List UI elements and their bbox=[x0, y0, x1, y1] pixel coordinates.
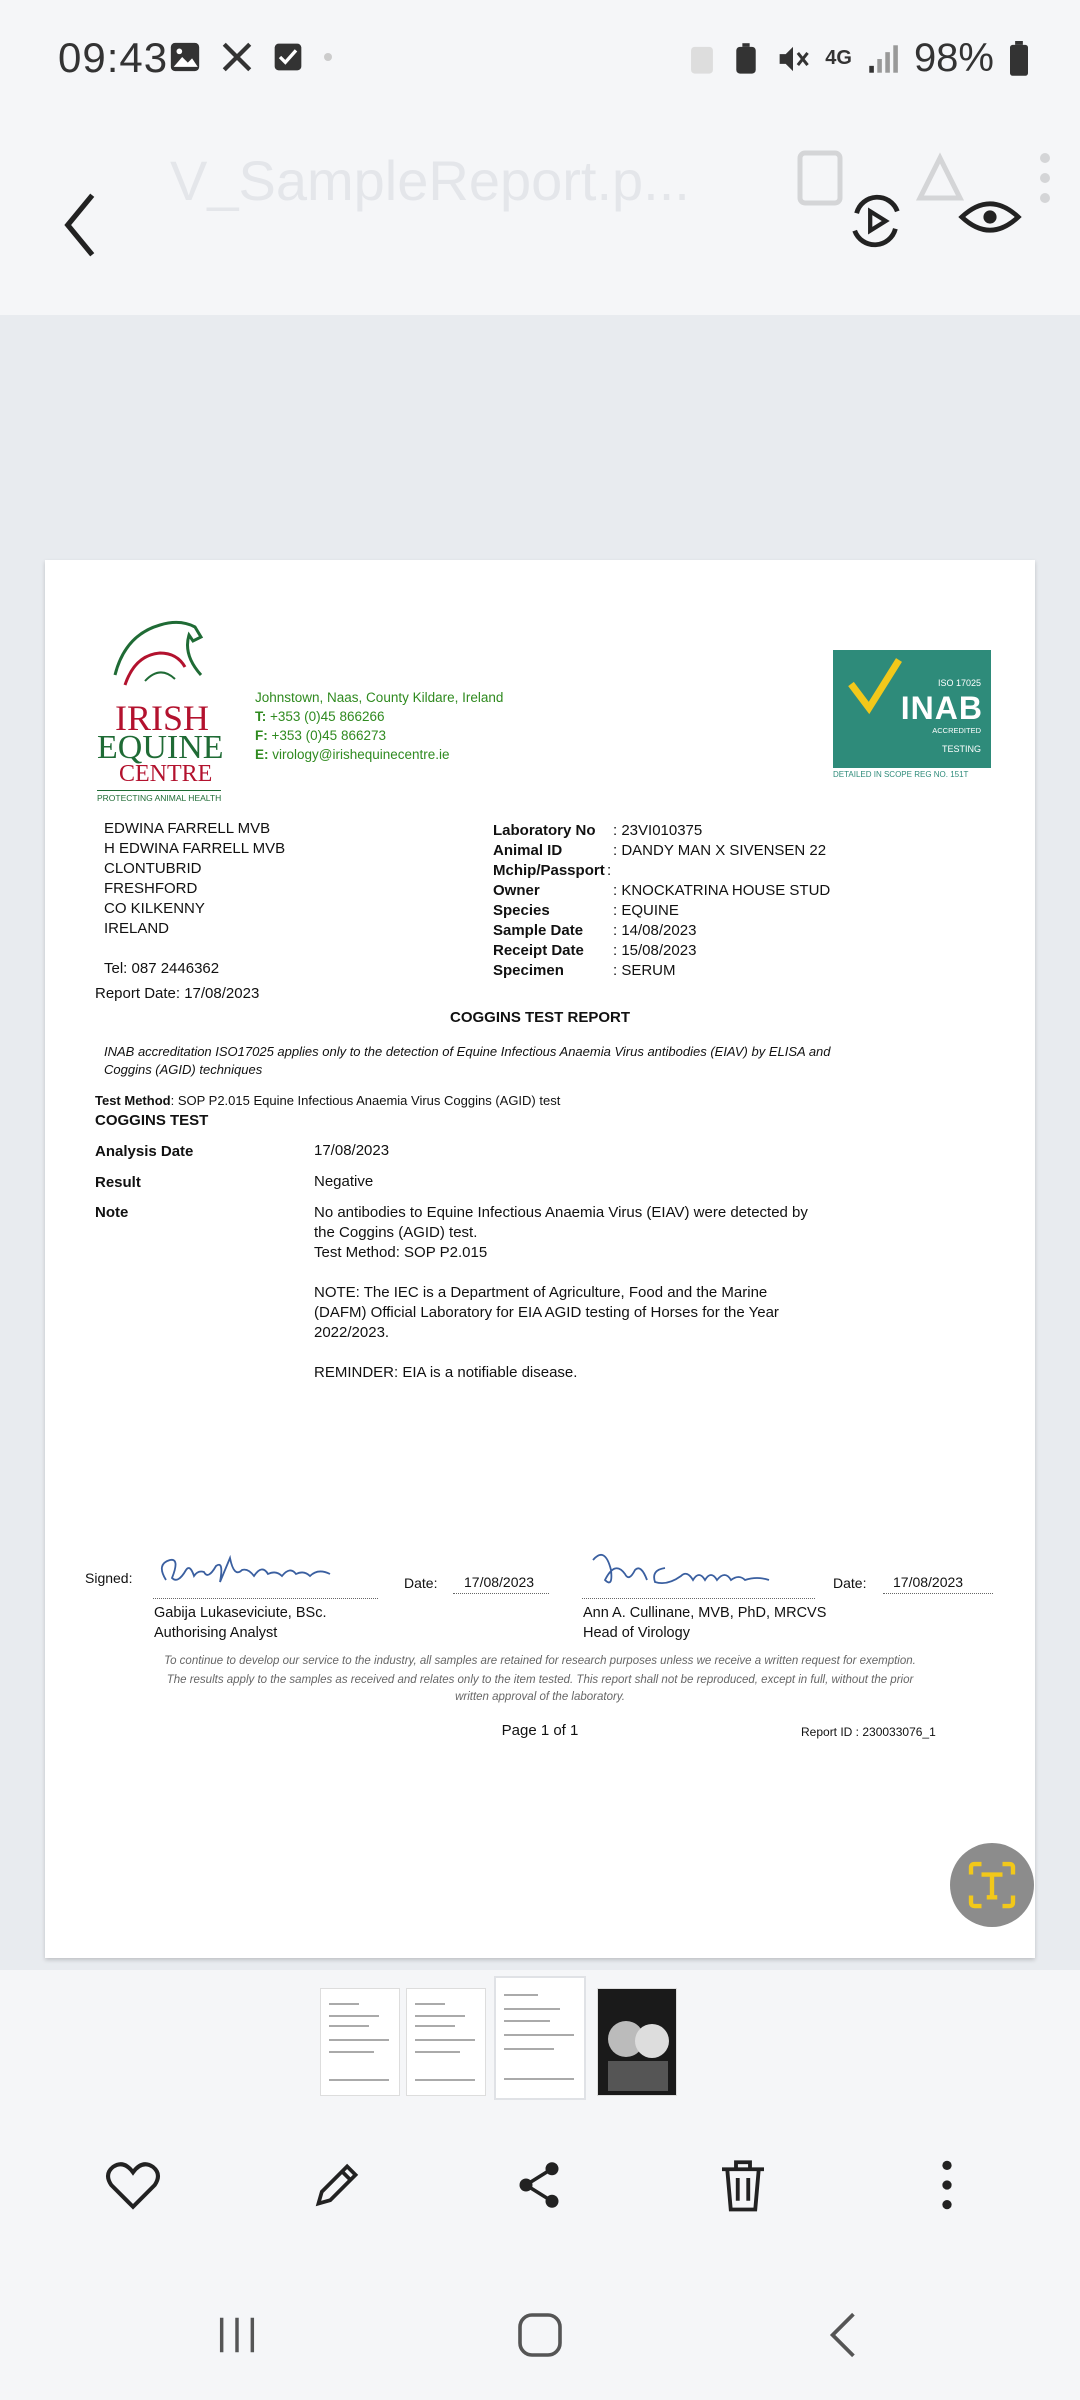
system-nav-bar bbox=[0, 2270, 1080, 2400]
action-bar bbox=[0, 2140, 1080, 2270]
recipient-line: IRELAND bbox=[104, 920, 170, 937]
logo-text-centre: CENTRE bbox=[119, 761, 213, 787]
inab-testing: TESTING bbox=[941, 744, 981, 754]
detail-label: Laboratory No bbox=[493, 822, 596, 839]
note-line: REMINDER: EIA is a notifiable disease. bbox=[314, 1364, 578, 1381]
centre-email bbox=[255, 747, 450, 762]
detail-value: : bbox=[607, 862, 612, 879]
delete-button[interactable] bbox=[698, 2140, 788, 2230]
share-button[interactable] bbox=[494, 2140, 584, 2230]
detail-label: Owner bbox=[493, 882, 540, 899]
recipient-line: CO KILKENNY bbox=[104, 900, 205, 917]
date-label: Date: bbox=[404, 1575, 438, 1591]
result-label: Result bbox=[95, 1174, 141, 1191]
nav-back-button[interactable] bbox=[798, 2300, 888, 2370]
email-label: E: bbox=[255, 747, 269, 762]
remaster-button[interactable] bbox=[845, 190, 915, 260]
inab-badge bbox=[833, 650, 991, 768]
viewer-top-bar bbox=[0, 120, 1080, 315]
recipient-line: EDWINA FARRELL MVB bbox=[104, 820, 271, 837]
back-icon bbox=[826, 2310, 860, 2360]
centre-address: Johnstown, Naas, County Kildare, Ireland bbox=[255, 690, 504, 705]
analysis-date-label: Analysis Date bbox=[95, 1143, 194, 1160]
detail-label: Mchip/Passport bbox=[493, 862, 605, 879]
page-number: Page 1 of 1 bbox=[501, 1722, 579, 1739]
signature-1-role: Authorising Analyst bbox=[154, 1625, 278, 1641]
logo-text-irish: IRISH bbox=[115, 698, 210, 738]
date-label: Date: bbox=[833, 1575, 867, 1591]
motion-photo-icon bbox=[845, 190, 907, 252]
email-value: virology@irishequinecentre.ie bbox=[272, 747, 450, 762]
accreditation-note: INAB accreditation ISO17025 applies only to the detection of Equine Infectious Anaemia Virus antibodies (EIAV) by ELISA and bbox=[104, 1044, 831, 1059]
edit-button[interactable] bbox=[292, 2140, 382, 2230]
irish-equine-centre-logo bbox=[97, 615, 237, 805]
detail-value: : DANDY MAN X SIVENSEN 22 bbox=[613, 842, 827, 859]
test-method-label: Test Method bbox=[95, 1093, 171, 1108]
signature-2-line bbox=[582, 1598, 815, 1599]
signature-1-name: Gabija Lukaseviciute, BSc. bbox=[154, 1605, 327, 1621]
thumbnail-selected[interactable] bbox=[494, 1976, 586, 2100]
check-square-icon bbox=[272, 41, 304, 73]
detail-value: : 14/08/2023 bbox=[613, 922, 697, 939]
tel-label: T: bbox=[255, 709, 267, 724]
detail-label: Receipt Date bbox=[493, 942, 584, 959]
detail-value: : 15/08/2023 bbox=[613, 942, 697, 959]
note-line: 2022/2023. bbox=[314, 1324, 390, 1341]
more-options-button[interactable] bbox=[902, 2140, 992, 2230]
signature-1-image bbox=[150, 1550, 340, 1600]
recycle-icon bbox=[687, 42, 717, 76]
centre-fax bbox=[255, 728, 386, 743]
note-line: NOTE: The IEC is a Department of Agriculture, Food and the Marine bbox=[314, 1284, 768, 1301]
pencil-icon bbox=[310, 2158, 364, 2212]
home-icon bbox=[516, 2311, 564, 2359]
inab-accredited: ACCREDITED bbox=[932, 726, 981, 735]
dot-icon bbox=[322, 51, 334, 63]
note-line: No antibodies to Equine Infectious Anaemia Virus (EIAV) were detected by bbox=[314, 1204, 808, 1221]
signature-2-role: Head of Virology bbox=[583, 1625, 690, 1641]
note-line: the Coggins (AGID) test. bbox=[314, 1224, 478, 1241]
signature-1-date: 17/08/2023 bbox=[464, 1574, 535, 1590]
detail-value: : SERUM bbox=[613, 962, 676, 979]
note-line: (DAFM) Official Laboratory for EIA AGID testing of Horses for the Year bbox=[314, 1304, 779, 1321]
detail-label: Animal ID bbox=[493, 842, 563, 859]
more-vertical-icon bbox=[939, 2160, 955, 2210]
detail-value: : 23VI010375 bbox=[613, 822, 703, 839]
thumbnail[interactable] bbox=[406, 1988, 486, 2096]
battery-saver-icon bbox=[731, 42, 761, 76]
disclaimer-line: To continue to develop our service to the industry, all samples are retained for research purposes unless we receive a written request for exemption. bbox=[164, 1655, 916, 1667]
test-method bbox=[95, 1093, 560, 1108]
inab-scope: DETAILED IN SCOPE REG NO. 151T bbox=[833, 770, 969, 779]
overflow-icon bbox=[1030, 148, 1060, 208]
horse-logo-icon bbox=[105, 615, 225, 695]
detail-value: : KNOCKATRINA HOUSE STUD bbox=[613, 882, 831, 899]
text-extract-button[interactable] bbox=[950, 1843, 1034, 1927]
bottom-panel bbox=[0, 1970, 1080, 2270]
detail-value: : EQUINE bbox=[613, 902, 679, 919]
logo-tagline: PROTECTING ANIMAL HEALTH bbox=[97, 790, 221, 803]
x-logo-icon bbox=[220, 40, 254, 74]
result-value: Negative bbox=[314, 1173, 374, 1190]
fax-label: F: bbox=[255, 728, 268, 743]
trash-icon bbox=[718, 2157, 768, 2213]
photo-thumbnail-image bbox=[598, 1989, 677, 2096]
recents-button[interactable] bbox=[192, 2300, 282, 2370]
recipient-line: FRESHFORD bbox=[104, 880, 198, 897]
battery-percent: 98% bbox=[913, 36, 994, 80]
accreditation-note: Coggins (AGID) techniques bbox=[104, 1062, 263, 1077]
signature-2-name: Ann A. Cullinane, MVB, PhD, MRCVS bbox=[583, 1605, 827, 1621]
report-page bbox=[45, 560, 1035, 1958]
recents-icon bbox=[214, 2312, 260, 2358]
detail-label: Specimen bbox=[493, 962, 564, 979]
note-line: Test Method: SOP P2.015 bbox=[314, 1244, 488, 1261]
date-1-line bbox=[453, 1593, 549, 1594]
share-icon bbox=[513, 2159, 565, 2211]
thumbnail-strip[interactable] bbox=[0, 1970, 1080, 2100]
recipient-line: H EDWINA FARRELL MVB bbox=[104, 840, 286, 857]
inab-name: INAB bbox=[900, 690, 983, 726]
signature-2-image bbox=[585, 1540, 785, 1600]
disclaimer-line: The results apply to the samples as received and relates only to the item tested. This report shall not be reproduced, except in full, without the prior bbox=[166, 1674, 914, 1686]
lens-icon bbox=[790, 148, 850, 208]
back-chevron-icon bbox=[60, 190, 100, 260]
network-label: 4G bbox=[825, 47, 852, 69]
back-button[interactable] bbox=[60, 190, 130, 270]
favorite-button[interactable] bbox=[88, 2140, 178, 2230]
thumbnail[interactable] bbox=[320, 1988, 400, 2096]
signature-1-line bbox=[153, 1598, 378, 1599]
recipient-line: CLONTUBRID bbox=[104, 860, 202, 877]
date-2-line bbox=[883, 1593, 993, 1594]
logo-text-equine: EQUINE bbox=[97, 729, 224, 766]
centre-tel bbox=[255, 709, 385, 724]
note-label: Note bbox=[95, 1204, 129, 1221]
signal-icon bbox=[866, 43, 900, 75]
detail-label: Sample Date bbox=[493, 922, 584, 939]
section-title: COGGINS TEST bbox=[95, 1112, 209, 1129]
gallery-icon bbox=[168, 40, 202, 74]
eye-icon bbox=[958, 192, 1022, 242]
detail-label: Species bbox=[493, 902, 550, 919]
test-method-value: : SOP P2.015 Equine Infectious Anaemia Virus Coggins (AGID) test bbox=[170, 1093, 561, 1108]
text-scan-icon bbox=[964, 1857, 1020, 1913]
faded-file-title: V_SampleReport.p... bbox=[170, 149, 690, 212]
inab-iso: ISO 17025 bbox=[937, 678, 981, 688]
home-button[interactable] bbox=[495, 2300, 585, 2370]
status-bar bbox=[0, 0, 1080, 120]
inab-check-icon bbox=[845, 656, 905, 716]
status-time: 09:43 bbox=[58, 34, 169, 81]
battery-icon bbox=[1008, 41, 1030, 77]
heart-icon bbox=[104, 2159, 162, 2211]
view-button[interactable] bbox=[958, 192, 1028, 262]
mute-icon bbox=[775, 42, 811, 76]
signature-2-date: 17/08/2023 bbox=[893, 1574, 964, 1590]
report-heading: COGGINS TEST REPORT bbox=[449, 1009, 630, 1026]
recipient-tel: Tel: 087 2446362 bbox=[104, 960, 220, 977]
report-date: Report Date: 17/08/2023 bbox=[95, 985, 260, 1002]
disclaimer-line: written approval of the laboratory. bbox=[455, 1691, 625, 1703]
thumbnail-photo[interactable] bbox=[597, 1988, 677, 2096]
analysis-date-value: 17/08/2023 bbox=[314, 1142, 390, 1159]
signed-label: Signed: bbox=[85, 1570, 133, 1586]
report-id: Report ID : 230033076_1 bbox=[801, 1725, 936, 1739]
tel-value: +353 (0)45 866266 bbox=[270, 709, 385, 724]
fax-value: +353 (0)45 866273 bbox=[271, 728, 386, 743]
